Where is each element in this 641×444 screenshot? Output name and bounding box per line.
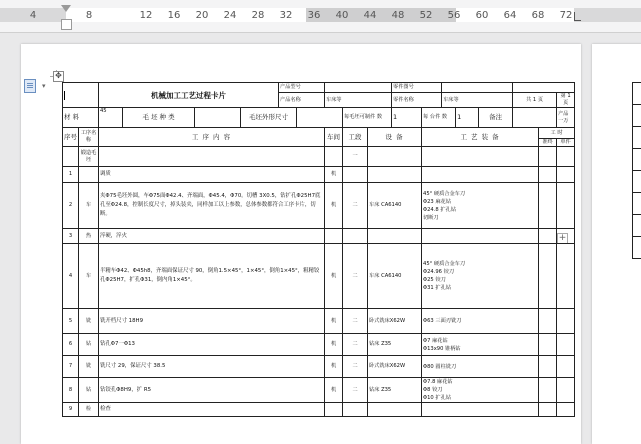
row-equipment[interactable] (368, 403, 422, 417)
tool-item: Φ80 圆柱铣刀 (423, 363, 457, 370)
process-row (63, 183, 575, 229)
row-tooling[interactable] (422, 309, 539, 334)
row-seq[interactable]: 8 (63, 378, 79, 403)
horizontal-ruler (0, 0, 641, 33)
col-unit: 单件 (557, 139, 575, 147)
row-seq[interactable]: 6 (63, 334, 79, 356)
material-label: 材 料 (63, 108, 99, 128)
tool-item: Φ63 三面刃铣刀 (423, 318, 462, 324)
row-section[interactable]: 二 (343, 309, 368, 334)
table-move-handle-icon[interactable]: ✥ (53, 71, 64, 82)
next-page-table (632, 82, 641, 259)
row-seq[interactable]: 7 (63, 356, 79, 378)
col-seq: 序号 (63, 128, 79, 147)
ruler-tick: 36 (307, 10, 321, 21)
row-content[interactable]: 半精车Φ42、Φ45h8，齐端面保证尺寸 90，倒角1.5×45°，1×45°，倒角1×45°，粗精铰孔Φ25H7，扩孔Φ31，倒内角1×45°。 (99, 244, 325, 309)
row-content[interactable]: 调质 (99, 167, 325, 183)
col-section: 工段 (343, 128, 368, 147)
ruler-tick: 12 (139, 10, 153, 21)
total-pages: 共 1 页 (513, 93, 557, 108)
row-prep-time[interactable] (539, 334, 557, 356)
ruler-tick: 60 (475, 10, 489, 21)
row-content[interactable]: 夹Φ75毛坯外圆，车Φ75面Φ42.4、齐端面，Φ45.4，Φ70。切槽 3X0.5，钻扩孔Φ25H7底孔至Φ24.8，控制长度尺寸，掉头装夹，同样加工以上参数，总体参数都符合工序卡片，切断。 (99, 183, 325, 229)
row-tooling[interactable] (422, 356, 539, 378)
tool-item: Φ13x90 锥柄钻 (423, 345, 461, 352)
col-workshop: 车间 (325, 128, 343, 147)
row-workshop[interactable]: 机 (325, 244, 343, 309)
row-seq[interactable] (63, 147, 79, 167)
row-seq[interactable]: 9 (63, 403, 79, 417)
row-section[interactable]: 二 (343, 334, 368, 356)
ruler-column-region (306, 8, 456, 22)
tool-item: Φ7.8 麻花钻 (423, 379, 453, 385)
ruler-tick: 32 (279, 10, 293, 21)
part-name-label: 零件名称 (392, 93, 442, 108)
part-drawing-value[interactable] (442, 83, 513, 93)
remark-value[interactable] (513, 108, 557, 128)
next-page-edge (592, 44, 641, 444)
col-prep: 准终 (539, 139, 557, 147)
row-unit-time[interactable] (557, 244, 575, 309)
tool-item: Φ8 铰刀 (423, 387, 443, 393)
row-workshop[interactable]: 机 (325, 309, 343, 334)
product-model-value[interactable] (325, 83, 392, 93)
tool-item: Φ24.96 铰刀 (423, 269, 455, 275)
row-op-name[interactable]: 钻 (79, 334, 99, 356)
row-seq[interactable]: 5 (63, 309, 79, 334)
remark-label: 备注 (479, 108, 513, 128)
row-section[interactable] (343, 167, 368, 183)
row-workshop[interactable]: 机 (325, 334, 343, 356)
part-name-value[interactable]: 车床等 (442, 93, 513, 108)
row-equipment[interactable]: 钻床 Z35 (368, 334, 422, 356)
row-op-name[interactable] (79, 167, 99, 183)
row-equipment[interactable]: 卧式铣床X62W (368, 356, 422, 378)
row-content[interactable]: 淬硬，淬火 (99, 229, 325, 244)
row-workshop[interactable]: 机 (325, 378, 343, 403)
ruler-tick: 20 (195, 10, 209, 21)
process-row (63, 334, 575, 356)
col-tooling: 工 艺 装 备 (422, 128, 539, 147)
add-column-icon[interactable]: + (558, 233, 567, 243)
process-row (63, 244, 575, 309)
left-indent-marker[interactable] (61, 19, 72, 30)
row-equipment[interactable] (368, 147, 422, 167)
ruler-tick: 56 (447, 10, 461, 21)
cursor-cell[interactable] (63, 83, 99, 108)
row-prep-time[interactable] (539, 309, 557, 334)
process-row (63, 356, 575, 378)
blank-type-value[interactable] (195, 108, 241, 128)
row-workshop[interactable] (325, 403, 343, 417)
ruler-tick: 40 (335, 10, 349, 21)
row-content[interactable]: 钻孔Φ7一Φ13 (99, 334, 325, 356)
col-op-name: 工序名称 (79, 128, 99, 147)
row-workshop[interactable] (325, 229, 343, 244)
first-line-indent-marker[interactable] (61, 5, 71, 12)
row-section[interactable]: 二 (343, 378, 368, 403)
tool-item: Φ31 扩孔钻 (423, 285, 451, 291)
blank-size-value[interactable] (297, 108, 343, 128)
ruler-tick: 48 (391, 10, 405, 21)
row-unit-time[interactable] (557, 356, 575, 378)
row-op-name[interactable]: 钻 (79, 378, 99, 403)
row-seq[interactable]: 3 (63, 229, 79, 244)
row-content[interactable]: 铣尺寸 29，保证尺寸 38.5 (99, 356, 325, 378)
tool-item: Φ25 铰刀 (423, 277, 446, 283)
per-unit-value[interactable]: 1 (456, 108, 479, 128)
row-op-name[interactable]: 铣 (79, 309, 99, 334)
row-op-name[interactable]: 锻造毛坯 (79, 147, 99, 167)
tool-item: Φ10 扩孔钻 (423, 395, 451, 401)
row-tooling[interactable] (422, 244, 539, 309)
row-equipment[interactable] (368, 167, 422, 183)
row-tooling[interactable] (422, 147, 539, 167)
col-time: 工 时 (539, 128, 575, 139)
row-equipment[interactable]: 钻床 Z35 (368, 378, 422, 403)
process-row (63, 167, 575, 183)
col-content: 工 序 内 容 (99, 128, 325, 147)
part-drawing-label: 零件图号 (392, 83, 442, 93)
row-op-name[interactable]: 车 (79, 244, 99, 309)
row-seq[interactable]: 4 (63, 244, 79, 309)
row-content[interactable]: 检查 (99, 403, 325, 417)
col-equipment: 设 备 (368, 128, 422, 147)
document-icon[interactable] (24, 79, 36, 93)
per-blank-label: 每毛坯可制件 数 (343, 108, 392, 128)
row-prep-time[interactable] (539, 167, 557, 183)
ruler-tick: 52 (419, 10, 433, 21)
row-tooling[interactable] (422, 167, 539, 183)
tool-item: Φ23 麻花钻 (423, 198, 451, 205)
product-name-label: 产品名称 (279, 93, 325, 108)
process-row (63, 147, 575, 167)
ruler-tick: 8 (85, 10, 93, 21)
process-row (63, 229, 575, 244)
page-number: 第 1 页 (557, 93, 575, 108)
process-row (63, 309, 575, 334)
ruler-tick: 68 (531, 10, 545, 21)
row-tooling[interactable] (422, 334, 539, 356)
row-unit-time[interactable] (557, 183, 575, 229)
tool-item: Φ7 麻花钻 (423, 337, 448, 344)
row-equipment[interactable]: 卧式铣床X62W (368, 309, 422, 334)
tool-item: 45° 硬质合金车刀 (423, 261, 466, 267)
row-prep-time[interactable] (539, 229, 557, 244)
extra-label: 产品一万 (557, 108, 575, 128)
row-op-name[interactable]: 热 (79, 229, 99, 244)
process-row (63, 403, 575, 417)
row-workshop[interactable]: 机 (325, 167, 343, 183)
row-prep-time[interactable] (539, 356, 557, 378)
row-section[interactable]: 二 (343, 183, 368, 229)
row-unit-time[interactable] (557, 147, 575, 167)
tool-item: Φ24.8 扩孔钻 (423, 206, 456, 213)
per-unit-label: 每 台件 数 (422, 108, 456, 128)
blank-type-label: 毛 坯 种 类 (123, 108, 195, 128)
row-section[interactable]: 二 (343, 356, 368, 378)
tab-stop-marker[interactable] (574, 12, 581, 21)
row-tooling[interactable] (422, 403, 539, 417)
chevron-down-icon[interactable]: ▾ (42, 82, 46, 90)
tool-item: 切断刀 (423, 214, 439, 221)
row-equipment[interactable]: 车床 CA6140 (368, 183, 422, 229)
ruler-tick: 44 (363, 10, 377, 21)
ruler-tick: 24 (223, 10, 237, 21)
row-section[interactable] (343, 403, 368, 417)
row-section[interactable]: 一 (343, 147, 368, 167)
ruler-tick: 72 (559, 10, 573, 21)
row-op-name[interactable]: 铣 (79, 356, 99, 378)
row-unit-time[interactable] (557, 229, 575, 244)
card-title: 机械加工工艺过程卡片 (99, 83, 279, 108)
ruler-tick: 4 (29, 10, 37, 21)
row-unit-time[interactable] (557, 167, 575, 183)
product-name-value[interactable]: 车床等 (325, 93, 392, 108)
row-seq[interactable]: 1 (63, 167, 79, 183)
row-prep-time[interactable] (539, 147, 557, 167)
row-op-name[interactable]: 检 (79, 403, 99, 417)
row-content[interactable]: 钻铰孔Φ8H9，扩 R5 (99, 378, 325, 403)
row-prep-time[interactable] (539, 403, 557, 417)
process-card-table (62, 82, 575, 417)
page-blank (513, 83, 575, 93)
row-equipment[interactable] (368, 229, 422, 244)
row-unit-time[interactable] (557, 334, 575, 356)
row-unit-time[interactable] (557, 403, 575, 417)
row-workshop[interactable]: 机 (325, 356, 343, 378)
product-model-label: 产品型号 (279, 83, 325, 93)
row-tooling[interactable] (422, 183, 539, 229)
row-equipment[interactable]: 车床 CA6140 (368, 244, 422, 309)
material-value[interactable]: 45 (99, 108, 123, 128)
row-workshop[interactable]: 机 (325, 183, 343, 229)
ruler-tick: 28 (251, 10, 265, 21)
row-seq[interactable]: 2 (63, 183, 79, 229)
row-unit-time[interactable] (557, 309, 575, 334)
row-unit-time[interactable] (557, 378, 575, 403)
row-prep-time[interactable] (539, 183, 557, 229)
row-prep-time[interactable] (539, 378, 557, 403)
row-section[interactable] (343, 229, 368, 244)
row-tooling[interactable] (422, 229, 539, 244)
process-row (63, 378, 575, 403)
row-content[interactable]: 铣开档尺寸 18H9 (99, 309, 325, 334)
ruler-tick: 16 (167, 10, 181, 21)
tool-item: 45° 硬质合金车刀 (423, 190, 466, 197)
row-section[interactable]: 二 (343, 244, 368, 309)
row-op-name[interactable]: 车 (79, 183, 99, 229)
blank-size-label: 毛坯外形尺寸 (241, 108, 297, 128)
row-workshop[interactable] (325, 147, 343, 167)
row-prep-time[interactable] (539, 244, 557, 309)
ruler-tick: 64 (503, 10, 517, 21)
per-blank-value[interactable]: 1 (392, 108, 422, 128)
row-content[interactable] (99, 147, 325, 167)
row-tooling[interactable] (422, 378, 539, 403)
text-caret (64, 91, 65, 100)
